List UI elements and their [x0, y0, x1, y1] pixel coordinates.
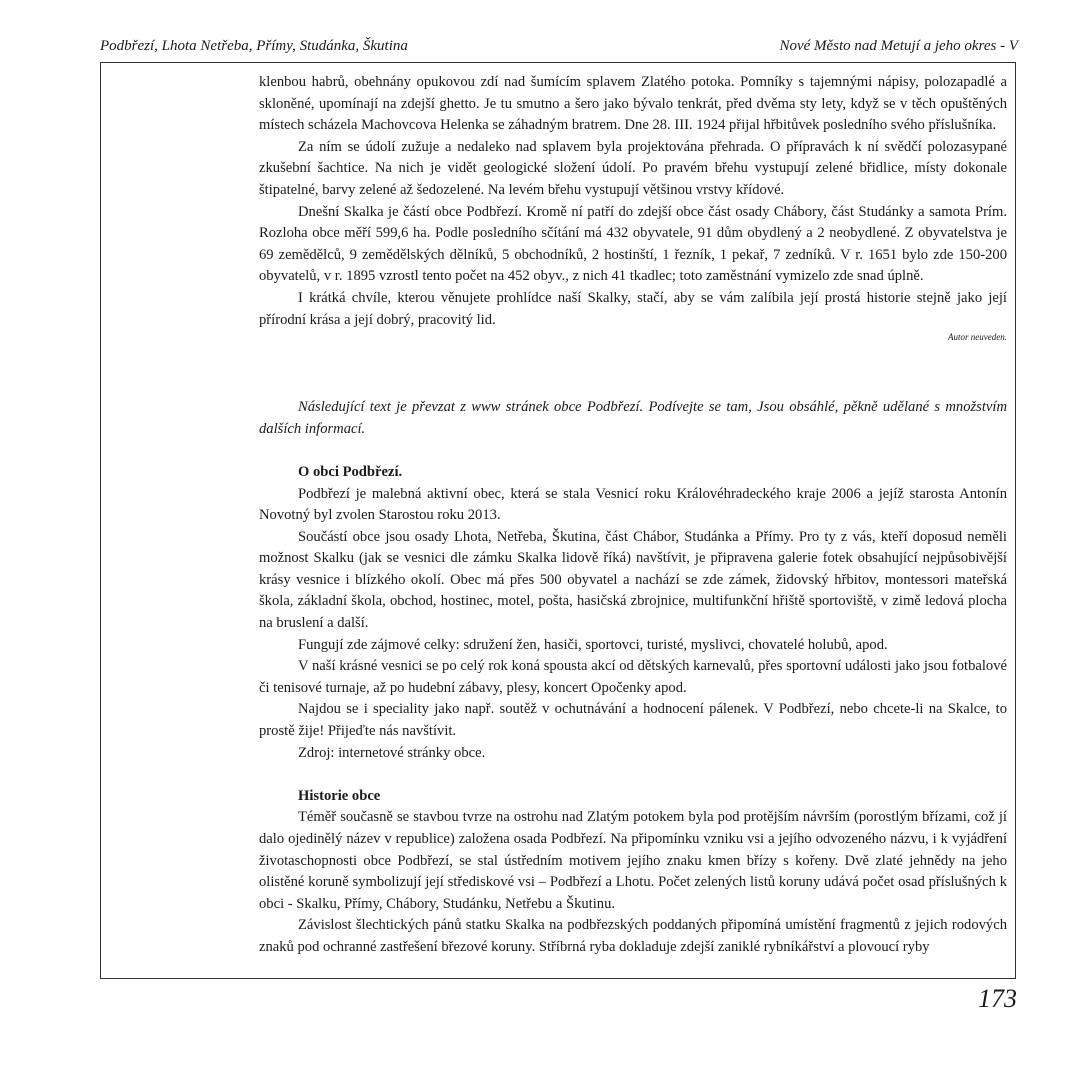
- section-gap: [259, 343, 1007, 397]
- page-content: [259, 72, 1007, 959]
- header-chapter-title: Podbřezí, Lhota Netřeba, Přímy, Studánka, Škutina: [100, 38, 408, 54]
- running-header: [100, 38, 1018, 60]
- section-gap: [259, 440, 1007, 462]
- paragraph-founding: Téměř současně se stavbou tvrze na ostrohu nad Zlatým potokem byla pod protějším návrším (porostlým břízami, což jí dalo ojedinělý název v republice) založena osada Podbřezí. Na připomínku vzniku vsi a jejího odvozeného názvu, i k vyjádření životaschopnosti obce Podbřezí, se stal ústředním motivem jejího znaku kmen břízy s kořeny. Dvě zlaté jehnědy na jeho olistěné koruně symbolizují její střediskové vsi – Podbřezí a Lhotu. Počet zelených listů koruny udává počet osad příslušných k obci - Skalku, Přímy, Chábory, Studánku, Netřebu a Škutinu.: [259, 809, 1007, 912]
- paragraph-source: Zdroj: internetové stránky obce.: [298, 744, 486, 761]
- intro-note: Následující text je převzat z www stránek obce Podbřezí. Podívejte se tam, Jsou obsáhlé, pěkně udělané s množstvím dalších informací.: [259, 399, 1007, 437]
- paragraph-events: V naší krásné vesnici se po celý rok koná spousta akcí od dětských karnevalů, přes sportovní události jako jsou fotbalové či tenisové turnaje, až po hudební zábavy, plesy, koncert Opočenky apod.: [259, 658, 1007, 696]
- paragraph-settlements: Součástí obce jsou osady Lhota, Netřeba, Škutina, část Chábor, Studánka a Přímy. Pro ty z vás, kteří doposud neměli možnost Skalku (jak se vesnici dle zámku Skalka lidově říká) navštívit, je připravena galerie fotek obsahující nejpůsobivější krásy vesnice i blízkého okolí. Obec má přes 500 obyvatel a nachází se zde zámek, židovský hřbitov, montessori mateřská škola, základní škola, obchod, hostinec, motel, pošta, hasičská zbrojnice, multifunkční hřiště sportoviště, v zimě ledová plocha na bruslení a další.: [259, 528, 1007, 632]
- paragraph-dam: Za ním se údolí zužuje a nedaleko nad splavem byla projektována přehrada. O přípravách k ní svědčí polozasypané zkušební šachtice. Na nich je vidět geologické složení údolí. Po pravém břehu vystupují zelené břidlice, místy dokonale štipatelné, barvy zelené až šedozelené. Na levém břehu vystupují většinou vrstvy křídové.: [259, 138, 1007, 198]
- paragraph-statistics: Dnešní Skalka je částí obce Podbřezí. Kromě ní patří do zdejší obce část osady Chábory, část Studánky a samota Prím. Rozloha obce měří 599,6 ha. Podle posledního sčítání má 432 obyvatele, 91 dům obydlený a 2 neobydlené. Z obyvatelstva je 69 zemědělců, 9 zemědělských dělníků, 5 obchodníků, 2 hostinští, 1 řezník, 1 pekař, 7 zedníků. V r. 1651 bylo zde 150-200 obyvatelů, v r. 1895 vzrostl tento počet na 452 obyv., z nich 41 tkadlec; toto zaměstnání vymizelo zde snad úplně.: [259, 203, 1007, 285]
- paragraph-closing: I krátká chvíle, kterou věnujete prohlídce naší Skalky, stačí, aby se vám zalíbila její prostá historie stejně jako její přírodní krása a její dobrý, pracovitý lid.: [259, 289, 1007, 328]
- paragraph-continued: klenbou habrů, obehnány opukovou zdí nad šumícím splavem Zlatého potoka. Pomníky s tajemnými nápisy, polozapadlé a skloněné, upomínají na zdejší ghetto. Je tu smutno a šero jako bývalo tenkrát, před dvěma sty lety, když se v těch opuštěných místech scházela Machovcova Helenka se záhadným bratrem. Dne 28. III. 1924 přijal hřbitůvek posledního svého příslušníka.: [259, 74, 1007, 134]
- paragraph-coat-of-arms: Závislost šlechtických pánů statku Skalka na podbřezských poddaných připomíná umístění fragmentů z jejich rodových znaků pod ochranné zastřešení březové koruny. Stříbrná ryba dokladuje zdejší zaniklé rybníkářství a plovoucí ryby: [259, 917, 1007, 955]
- section-heading-history: Historie obce: [298, 787, 381, 804]
- section-gap: [259, 764, 1007, 786]
- paragraph-village-of-year: Podbřezí je malebná aktivní obec, která se stala Vesnicí roku Královéhradeckého kraje 2006 a jejíž starosta Antonín Novotný byl zvolen Starostou roku 2013.: [259, 485, 1007, 524]
- author-note: Autor neuveden.: [948, 332, 1007, 343]
- paragraph-associations: Fungují zde zájmové celky: sdružení žen, hasiči, sportovci, turisté, myslivci, chovatelé holubů, apod.: [298, 636, 888, 653]
- header-book-title: Nové Město nad Metují a jeho okres - V: [779, 38, 1018, 54]
- page-number: 173: [978, 984, 1017, 1013]
- paragraph-specialities: Najdou se i speciality jako např. soutěž v ochutnávání a hodnocení pálenek. V Podbřezí, nebo chcete-li na Skalce, to prostě žije! Přijeďte nás navštívit.: [259, 701, 1007, 740]
- section-heading-about: O obci Podbřezí.: [298, 463, 403, 480]
